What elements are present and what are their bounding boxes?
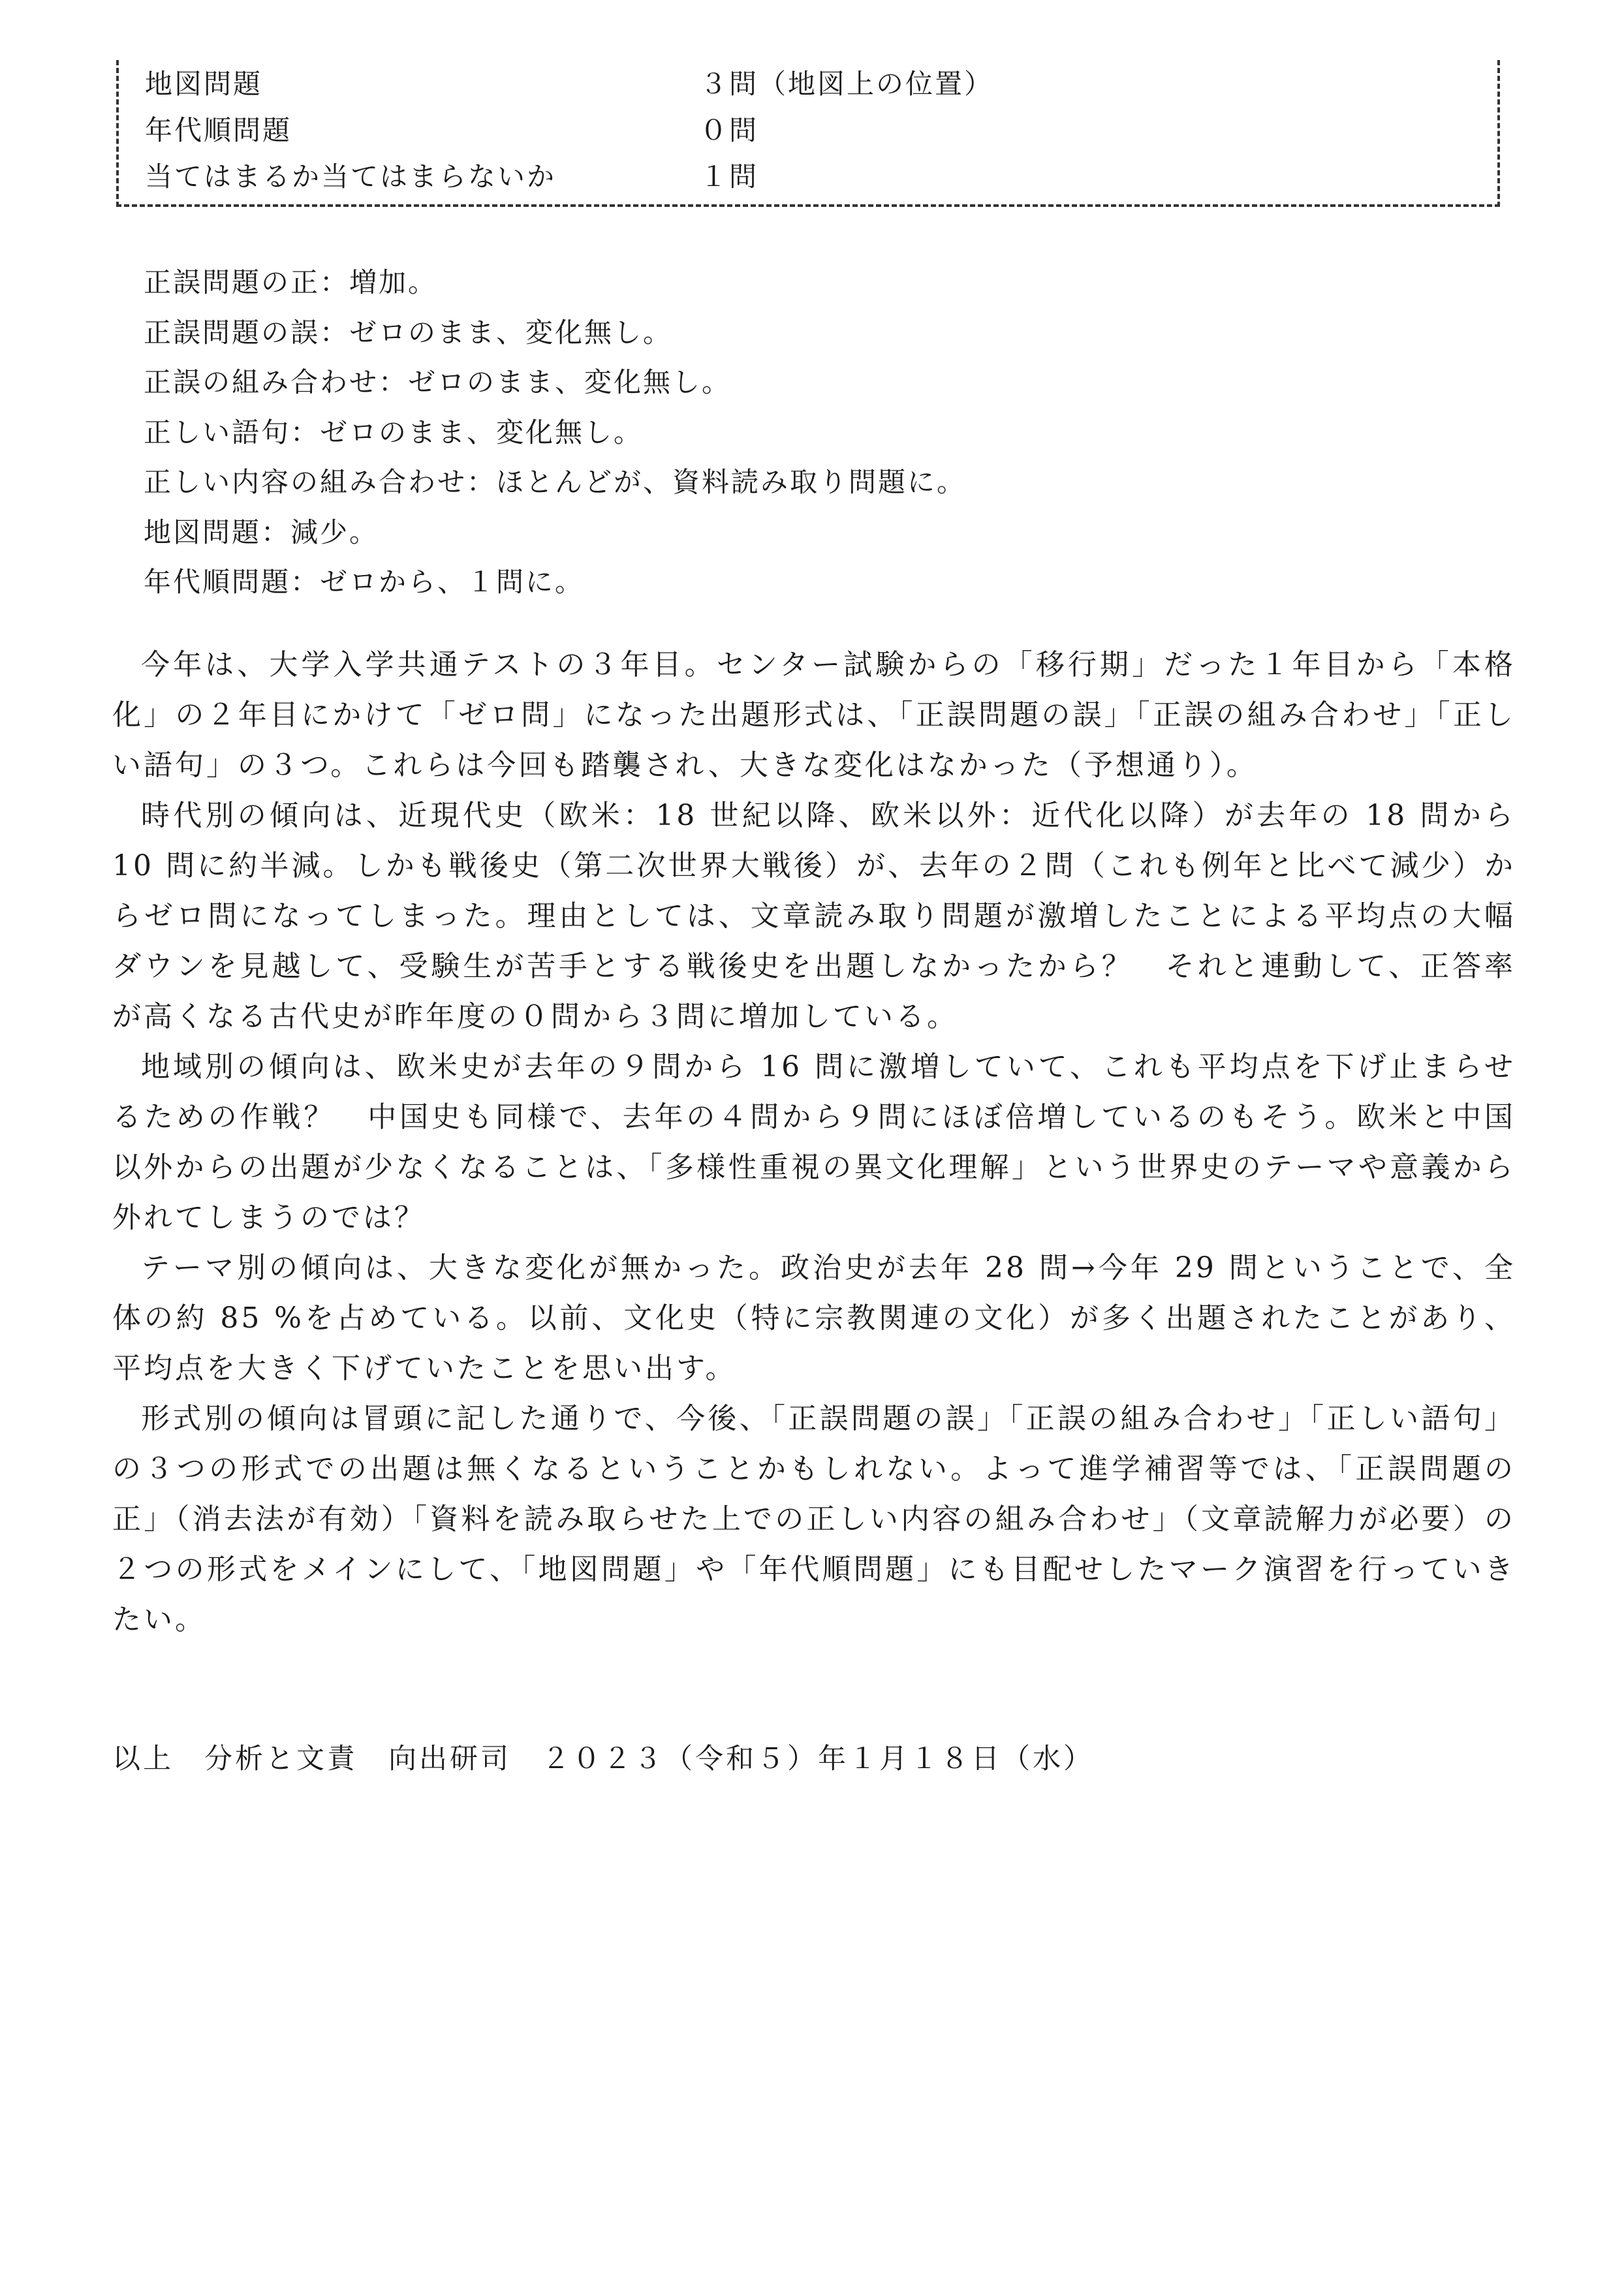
paragraph-theme-trend: テーマ別の傾向は、大きな変化が無かった。政治史が去年 28 問→今年 29 問ということで、全体の約 85 %を占めている。以前、文化史（特に宗教関連の文化）が多く出題されたことがあり、平均点を大きく下げていたことを思い出す。	[112, 1251, 1516, 1385]
change-item: 正誤問題の正：増加。	[144, 266, 438, 298]
paragraph-format-trend: 形式別の傾向は冒頭に記した通りで、今後、「正誤問題の誤」「正誤の組み合わせ」「正しい語句」の３つの形式での出題は無くなるということかもしれない。よって進学補習等では、「正誤問題の正」（消去法が有効）「資料を読み取らせた上での正しい内容の組み合わせ」（文章読解力が必要）の２つの形式をメインにして、「地図問題」や「年代順問題」にも目配せしたマーク演習を行っていきたい。	[112, 1402, 1516, 1636]
change-list	[144, 258, 1514, 608]
change-item: 正しい内容の組み合わせ：ほとんどが、資料読み取り問題に。	[144, 466, 967, 498]
change-item: 正しい語句：ゼロのまま、変化無し。	[144, 416, 644, 448]
summary-row-value: １問	[700, 161, 759, 193]
summary-row-value: ３問（地図上の位置）	[700, 68, 994, 100]
change-item: 正誤問題の誤：ゼロのまま、変化無し。	[144, 316, 673, 349]
author-signature-line: 以上 分析と文責 向出研司 ２０２３（令和５）年１月１８日（水）	[112, 1743, 1094, 1775]
paragraph-region-trend: 地域別の傾向は、欧米史が去年の９問から 16 問に激増していて、これも平均点を下げ止まらせるための作戦？ 中国史も同様で、去年の４問から９問にほぼ倍増しているのもそう。欧米と中国以外からの出題が少なくなることは、「多様性重視の異文化理解」という世界史のテーマや意義から外れてしまうのでは？	[112, 1050, 1516, 1234]
summary-row-label: 年代順問題	[145, 114, 292, 146]
summary-row-label: 地図問題	[145, 68, 263, 100]
summary-row-label: 当てはまるか当てはまらないか	[145, 161, 557, 193]
paragraph-overview: 今年は、大学入学共通テストの３年目。センター試験からの「移行期」だった１年目から「本格化」の２年目にかけて「ゼロ問」になった出題形式は、「正誤問題の誤」「正誤の組み合わせ」「正しい語句」の３つ。これらは今回も踏襲され、大きな変化はなかった（予想通り）。	[112, 648, 1516, 782]
summary-box	[116, 60, 1500, 207]
change-item: 地図問題：減少。	[144, 516, 379, 548]
change-item: 年代順問題：ゼロから、１問に。	[144, 566, 585, 598]
change-item: 正誤の組み合わせ：ゼロのまま、変化無し。	[144, 366, 732, 398]
paragraph-era-trend: 時代別の傾向は、近現代史（欧米：18 世紀以降、欧米以外：近代化以降）が去年の 18 問から 10 問に約半減。しかも戦後史（第二次世界大戦後）が、去年の２問（これも例年と比べて減少）からゼロ問になってしまった。理由としては、文章読み取り問題が激増したことによる平均点の大幅ダウンを見越して、受験生が苦手とする戦後史を出題しなかったから？ それと連動して、正答率が高くなる古代史が昨年度の０問から３問に増加している。	[112, 799, 1516, 1033]
analysis-text	[112, 640, 1516, 1645]
summary-row-value: ０問	[700, 114, 759, 146]
